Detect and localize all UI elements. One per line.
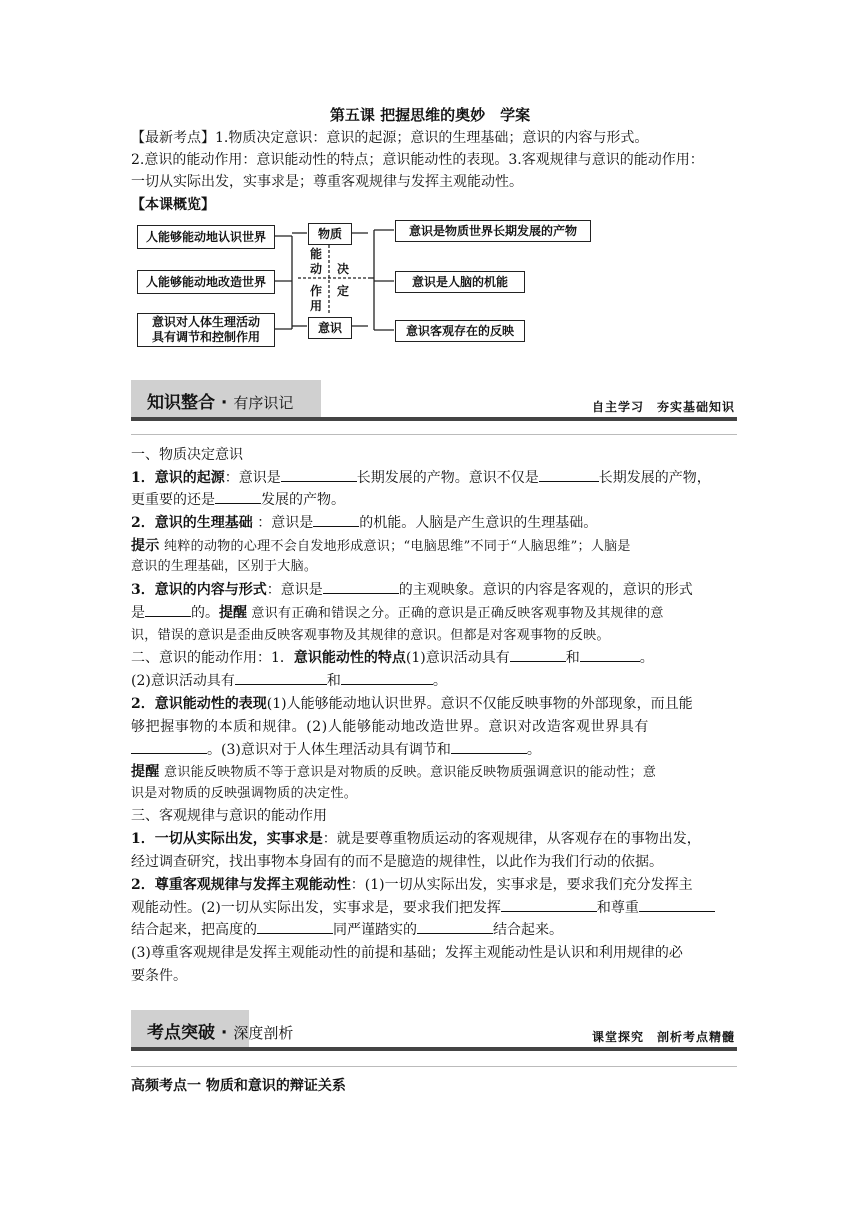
s1-p1-a: ：意识是 — [224, 470, 281, 486]
s3-p1-label: 1．一切从实际出发，实事求是 — [131, 831, 323, 847]
answer-blank[interactable] — [131, 739, 207, 754]
s2-heading-c: 和 — [565, 650, 580, 666]
latest-points-line-1 — [131, 127, 731, 149]
answer-blank[interactable] — [501, 897, 597, 912]
s2-p2 — [131, 670, 731, 692]
exam-point-heading: 高频考点一 物质和意识的辩证关系 — [131, 1078, 346, 1094]
s2-p3-label: 2．意识能动性的表现 — [131, 696, 267, 712]
s3-p2-a: ：(1)一切从实际出发，实事求是，要求我们充分发挥主 — [350, 877, 693, 893]
box-regulate-body-line1: 意识对人体生理活动 — [151, 315, 260, 329]
s1-p3-a: ：意识是 — [266, 582, 323, 598]
s1-p3-d: 的。 — [191, 605, 219, 621]
s2-p2-b: 和 — [326, 673, 341, 689]
s2-p3 — [131, 693, 731, 715]
s2-p3-d: 。 — [526, 742, 541, 758]
latest-points-line-3: 一切从实际出发，实事求是；尊重客观规律与发挥主观能动性。 — [131, 174, 523, 190]
answer-blank[interactable] — [580, 647, 640, 662]
s3-p2-d: 结合起来，把高度的 — [131, 922, 257, 938]
s3-p2-e: 同严谨踏实的 — [333, 922, 417, 938]
answer-blank[interactable] — [417, 919, 493, 934]
label-active-role-3: 作 — [309, 284, 322, 298]
s2-remind-a: 意识能反映物质不等于意识是对物质的反映。意识能反映物质强调意识的能动性；意 — [159, 765, 657, 780]
answer-blank[interactable] — [451, 739, 527, 754]
s3-p3-a: (3)尊重客观规律是发挥主观能动性的前提和基础；发挥主观能动性是认识和利用规律的必 — [131, 945, 683, 961]
latest-points-tag: 【最新考点】 — [131, 130, 215, 146]
answer-blank[interactable] — [323, 579, 399, 594]
label-active-role-4: 用 — [309, 299, 322, 313]
s3-p1-b: 经过调查研究，找出事物本身固有的而不是臆造的规律性，以此作为我们行动的依据。 — [131, 854, 663, 870]
s1-tip-line-1 — [131, 535, 731, 558]
answer-blank[interactable] — [639, 897, 715, 912]
answer-blank[interactable] — [313, 512, 359, 527]
s1-p1-label: 1．意识的起源 — [131, 470, 225, 486]
s1-p3-b: 的主观映象。意识的内容是客观的，意识的形式 — [398, 582, 693, 598]
banner-dot: · — [220, 393, 228, 413]
divider — [131, 434, 737, 435]
box-matter: 物质 — [308, 223, 352, 245]
s1-p1 — [131, 467, 731, 489]
answer-blank[interactable] — [235, 670, 327, 685]
tip-label: 提示 — [131, 538, 160, 554]
banner-main: 考点突破 — [147, 1023, 215, 1043]
s2-heading — [131, 647, 731, 669]
box-brain-function: 意识是人脑的机能 — [395, 271, 525, 293]
s2-p3-b: 够把握事物的本质和规律。(2)人能够能动地改造世界。意识对改造客观世界具有 — [131, 719, 650, 735]
overview-heading: 【本课概览】 — [131, 197, 215, 213]
s1-p3-f: 识，错误的意识是歪曲反映客观事物及其规律的意识。但都是对客观事物的反映。 — [131, 628, 610, 643]
box-regulate-body — [137, 313, 275, 347]
s1-p1-c: 长期发展的产物， — [598, 470, 711, 486]
latest-points-line-2: 2.意识的能动作用：意识能动性的特点；意识能动性的表现。3.客观规律与意识的能动作用： — [131, 152, 704, 168]
banner-right-text: 自主学习 夯实基础知识 — [591, 400, 735, 414]
banner-sub: 有序识记 — [233, 394, 294, 412]
answer-blank[interactable] — [281, 467, 357, 482]
s3-p2-c: 和尊重 — [596, 900, 639, 916]
box-consciousness: 意识 — [308, 317, 352, 339]
s2-heading-b: (1)意识活动具有 — [405, 650, 510, 666]
s3-p2-label: 2．尊重客观规律与发挥主观能动性 — [131, 877, 351, 893]
s1-p2 — [131, 512, 731, 534]
remind-label: 提醒 — [219, 605, 247, 621]
s1-p3-e: 意识有正确和错误之分。正确的意识是正确反映客观事物及其规律的意 — [247, 606, 664, 621]
s3-p2-f: 结合起来。 — [493, 922, 563, 938]
s2-p2-c: 。 — [432, 673, 447, 689]
s1-p1-cont — [131, 489, 731, 511]
label-determine-1: 决 — [336, 262, 349, 276]
answer-blank[interactable] — [257, 919, 333, 934]
answer-blank[interactable] — [215, 489, 261, 504]
banner-rule — [131, 417, 737, 421]
section-banner-exam-points — [131, 1010, 737, 1050]
s1-p2-label: 2．意识的生理基础 — [131, 515, 253, 531]
box-product-of-world: 意识是物质世界长期发展的产物 — [395, 220, 591, 242]
banner-sub: 深度剖析 — [233, 1024, 294, 1042]
answer-blank[interactable] — [539, 467, 599, 482]
answer-blank[interactable] — [145, 602, 191, 617]
box-reflection: 意识客观存在的反映 — [395, 320, 525, 342]
label-determine-2: 定 — [336, 284, 349, 298]
label-active-role-1: 能 — [309, 247, 322, 261]
box-change-world: 人能够能动地改造世界 — [137, 270, 275, 294]
s2-remind-2: 识是对物质的反映强调物质的决定性。 — [131, 786, 358, 801]
s2-p2-a: (2)意识活动具有 — [131, 673, 235, 689]
s3-p1-a: ：就是要尊重物质运动的客观规律，从客观存在的事物出发， — [322, 831, 701, 847]
banner-right-text: 课堂探究 剖析考点精髓 — [591, 1030, 735, 1044]
banner-dot: · — [220, 1023, 228, 1043]
s2-remind-1 — [131, 761, 731, 784]
label-active-role-2: 动 — [309, 262, 322, 276]
answer-blank[interactable] — [510, 647, 566, 662]
s1-p1-b: 长期发展的产物。意识不仅是 — [356, 470, 539, 486]
s1-p3-cont — [131, 602, 731, 625]
s3-p2-cont — [131, 897, 731, 919]
box-regulate-body-line2: 具有调节和控制作用 — [151, 330, 260, 344]
s1-tip-line-2: 意识的生理基础，区别于大脑。 — [131, 559, 318, 574]
page-title: 第五课 把握思维的奥妙 学案 — [329, 106, 531, 124]
s2-heading-d: 。 — [639, 650, 654, 666]
s1-p1-d: 更重要的还是 — [131, 492, 215, 508]
s3-p3-b: 要条件。 — [131, 968, 187, 984]
s2-heading-label: 意识能动性的特点 — [293, 650, 406, 666]
s2-p3-a: (1)人能够能动地认识世界。意识不仅能反映事物的外部现象，而且能 — [266, 696, 693, 712]
s3-p2 — [131, 874, 731, 896]
section-banner-knowledge — [131, 380, 737, 420]
answer-blank[interactable] — [341, 670, 433, 685]
s1-p3 — [131, 579, 731, 601]
banner-title — [147, 388, 293, 413]
remind-label: 提醒 — [131, 764, 160, 780]
s1-p2-a: ：意识是 — [252, 515, 314, 531]
s1-heading: 一、物质决定意识 — [131, 447, 243, 463]
divider — [131, 1066, 737, 1067]
s2-heading-a: 二、意识的能动作用：1． — [131, 650, 294, 666]
s1-p2-b: 的机能。人脑是产生意识的生理基础。 — [359, 515, 598, 531]
s1-p3-c: 是 — [131, 605, 145, 621]
s3-heading: 三、客观规律与意识的能动作用 — [131, 808, 327, 824]
s3-p1 — [131, 828, 731, 850]
s2-p3-c — [131, 739, 731, 761]
s2-p3-c-text: 。(3)意识对于人体生理活动具有调节和 — [207, 742, 451, 758]
banner-title — [147, 1018, 293, 1043]
latest-points-text: 1.物质决定意识：意识的起源；意识的生理基础；意识的内容与形式。 — [215, 130, 649, 146]
box-know-world: 人能够能动地认识世界 — [137, 225, 275, 249]
tip-text-a: 纯粹的动物的心理不会自发地形成意识；“电脑思维”不同于“人脑思维”；人脑是 — [159, 539, 631, 554]
s1-p3-label: 3．意识的内容与形式 — [131, 582, 267, 598]
banner-main: 知识整合 — [147, 393, 215, 413]
s1-p1-e: 发展的产物。 — [261, 492, 345, 508]
s3-p2-cont2 — [131, 919, 731, 941]
s3-p2-b: 观能动性。(2)一切从实际出发，实事求是，要求我们把发挥 — [131, 900, 501, 916]
banner-rule — [131, 1047, 737, 1051]
